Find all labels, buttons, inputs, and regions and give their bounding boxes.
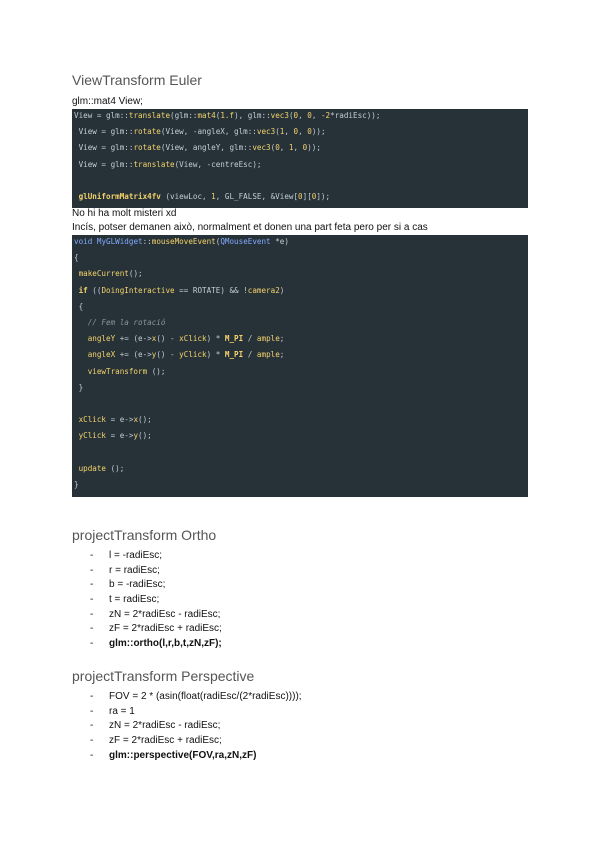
code-token: ) * bbox=[206, 334, 225, 344]
list-item bbox=[72, 749, 302, 764]
list-item-text: FOV = 2 * (asin(float(radiEsc/(2*radiEsc)))); bbox=[109, 691, 302, 702]
list-item-text: ra = 1 bbox=[109, 705, 135, 717]
code-token: // Fem la rotació bbox=[74, 318, 166, 327]
code-line bbox=[74, 253, 79, 263]
code-token: mouseMoveEvent bbox=[151, 237, 216, 246]
code-token bbox=[74, 334, 88, 343]
code-token: / bbox=[243, 334, 257, 344]
code-token: += (e-> bbox=[115, 350, 152, 360]
code-token: 1.f bbox=[220, 111, 235, 120]
code-token: , bbox=[279, 143, 289, 153]
code-token: translate bbox=[133, 159, 175, 169]
code-token: *e) bbox=[270, 237, 289, 246]
list-item bbox=[72, 637, 222, 652]
list-item bbox=[72, 578, 222, 593]
code-token: = e-> bbox=[106, 431, 134, 441]
code-token: yClick bbox=[179, 350, 207, 360]
code-token: angleY bbox=[87, 334, 116, 344]
code-token: { bbox=[74, 253, 79, 263]
code-token: xClick bbox=[179, 334, 207, 344]
code-token: *radiEsc)); bbox=[330, 111, 381, 120]
code-token: )); bbox=[311, 127, 326, 137]
code-token: { bbox=[74, 301, 84, 311]
code-token: () - bbox=[156, 334, 180, 344]
dash-bullet-icon: - bbox=[90, 720, 94, 732]
code-token: 1 bbox=[288, 143, 294, 153]
code-block-mousemove bbox=[72, 235, 528, 497]
code-token: View = glm:: bbox=[74, 143, 134, 153]
code-token: ( bbox=[275, 127, 280, 137]
code-token: == ROTATE) && ! bbox=[174, 285, 248, 295]
code-token: View = glm:: bbox=[74, 159, 134, 169]
code-token: :: bbox=[142, 237, 152, 246]
code-token: (View, -angleX, glm:: bbox=[160, 127, 257, 137]
code-token: if bbox=[78, 285, 88, 295]
code-token: ), glm:: bbox=[234, 111, 271, 120]
list-item-text: glm::ortho(l,r,b,t,zN,zF); bbox=[109, 638, 222, 650]
code-line bbox=[74, 192, 330, 202]
code-token: , bbox=[298, 127, 308, 137]
dash-bullet-icon: - bbox=[90, 691, 94, 702]
code-token: M_PI bbox=[224, 350, 244, 360]
code-token: ) * bbox=[206, 350, 225, 360]
code-token: View = glm:: bbox=[74, 127, 134, 137]
code-token: (); bbox=[128, 269, 143, 279]
code-line bbox=[74, 237, 289, 247]
code-token: 0 bbox=[302, 143, 308, 153]
code-token: translate bbox=[128, 111, 171, 120]
code-line bbox=[74, 334, 284, 344]
code-token: glUniformMatrix4fv bbox=[74, 192, 161, 201]
code-line bbox=[74, 269, 143, 279]
code-line bbox=[74, 143, 321, 153]
code-token: , bbox=[311, 111, 321, 120]
list-item-text: zF = 2*radiEsc + radiEsc; bbox=[109, 735, 222, 747]
code-token: ( bbox=[288, 111, 294, 120]
code-token: ][ bbox=[302, 192, 312, 201]
code-token: 1 bbox=[211, 192, 216, 201]
code-token: (); bbox=[106, 463, 125, 473]
code-token: } bbox=[74, 382, 84, 392]
code-token: rotate bbox=[133, 143, 161, 153]
list-item bbox=[72, 690, 302, 705]
code-token: 0 bbox=[293, 111, 299, 120]
code-token: angleX bbox=[87, 350, 116, 360]
code-line bbox=[74, 127, 326, 137]
code-token bbox=[74, 350, 88, 359]
list-item bbox=[72, 564, 222, 579]
code-token: QMouseEvent bbox=[220, 237, 271, 246]
code-token: 0 bbox=[298, 192, 303, 201]
code-token: , bbox=[293, 143, 303, 153]
code-token: 0 bbox=[293, 127, 299, 137]
dash-bullet-icon: - bbox=[90, 735, 94, 747]
code-line bbox=[74, 415, 152, 425]
code-token: x bbox=[133, 415, 139, 425]
code-token: (); bbox=[138, 431, 152, 441]
code-token: 0 bbox=[307, 127, 312, 137]
code-token: MyGLWidget bbox=[96, 237, 143, 246]
code-token: makeCurrent bbox=[74, 269, 129, 279]
code-token: 0 bbox=[311, 192, 317, 201]
dash-bullet-icon: - bbox=[90, 608, 94, 620]
list-item bbox=[72, 719, 302, 734]
code-token: ]); bbox=[316, 192, 331, 201]
note-text: No hi ha molt misteri xd bbox=[72, 208, 177, 219]
code-token: (glm:: bbox=[170, 111, 198, 120]
perspective-list bbox=[72, 690, 302, 763]
code-token: mat4 bbox=[197, 111, 216, 120]
dash-bullet-icon: - bbox=[90, 638, 94, 650]
code-token: ) bbox=[279, 285, 285, 295]
dash-bullet-icon: - bbox=[90, 749, 94, 761]
code-line bbox=[74, 286, 284, 296]
code-block-viewtransform bbox=[72, 109, 528, 208]
code-token: ( bbox=[215, 111, 221, 120]
code-token: 0 bbox=[307, 111, 312, 120]
code-token: (); bbox=[138, 415, 152, 425]
list-item bbox=[72, 705, 302, 720]
code-token: y bbox=[133, 431, 139, 441]
code-token: , GL_FALSE, &View[ bbox=[215, 192, 299, 201]
code-token: y bbox=[151, 350, 157, 360]
section-title-ortho: projectTransform Ortho bbox=[72, 527, 217, 543]
code-token: , bbox=[284, 127, 294, 137]
code-line bbox=[74, 302, 83, 312]
code-token: vec3 bbox=[252, 143, 271, 153]
code-token: xClick bbox=[74, 415, 107, 425]
code-token: vec3 bbox=[256, 127, 276, 137]
code-token: (View, -centreEsc); bbox=[174, 159, 262, 169]
list-item bbox=[72, 734, 302, 749]
code-token: update bbox=[74, 463, 107, 473]
dash-bullet-icon: - bbox=[90, 705, 94, 717]
code-token: () - bbox=[156, 350, 180, 360]
code-line bbox=[74, 480, 79, 490]
code-line bbox=[74, 160, 261, 170]
section-title-viewtransform: ViewTransform Euler bbox=[72, 72, 202, 88]
dash-bullet-icon: - bbox=[90, 623, 94, 635]
code-line bbox=[74, 464, 124, 474]
code-token: View = glm:: bbox=[74, 111, 129, 120]
code-token: -2 bbox=[320, 111, 331, 120]
code-token: += (e-> bbox=[115, 334, 152, 344]
dash-bullet-icon: - bbox=[90, 564, 94, 576]
code-token: void bbox=[74, 237, 93, 246]
code-token: ( bbox=[215, 237, 221, 246]
code-token: (viewLoc, bbox=[160, 192, 212, 201]
dash-bullet-icon: - bbox=[90, 579, 94, 591]
code-token: ; bbox=[279, 350, 285, 360]
code-token: rotate bbox=[133, 127, 161, 137]
code-token: (View, angleY, glm:: bbox=[160, 143, 253, 153]
list-item-text: zN = 2*radiEsc - radiEsc; bbox=[109, 720, 221, 732]
list-item-text: glm::perspective(FOV,ra,zN,zF) bbox=[109, 749, 257, 761]
code-token: viewTransform bbox=[87, 366, 148, 376]
code-token: vec3 bbox=[270, 111, 289, 120]
code-token: ample bbox=[256, 350, 280, 360]
list-item bbox=[72, 608, 222, 623]
list-item-text: l = -radiEsc; bbox=[109, 550, 163, 561]
code-line bbox=[74, 431, 152, 441]
code-token: / bbox=[243, 350, 257, 360]
code-line bbox=[74, 350, 284, 360]
code-token: } bbox=[74, 480, 79, 489]
list-item-text: t = radiEsc; bbox=[109, 594, 160, 606]
code-token: , bbox=[298, 111, 308, 120]
code-line bbox=[74, 367, 165, 377]
code-token: camera2 bbox=[247, 285, 280, 295]
code-token: = e-> bbox=[106, 415, 134, 425]
code-token: M_PI bbox=[224, 334, 244, 344]
dash-bullet-icon: - bbox=[90, 550, 94, 561]
code-line bbox=[74, 111, 380, 121]
code-token: ( bbox=[270, 143, 276, 153]
list-item bbox=[72, 593, 222, 608]
list-item-text: r = radiEsc; bbox=[109, 564, 160, 576]
list-item-text: zF = 2*radiEsc + radiEsc; bbox=[109, 623, 222, 635]
code-token: DoingInteractive bbox=[101, 285, 175, 295]
code-token: ; bbox=[279, 334, 285, 344]
code-line bbox=[74, 383, 83, 393]
code-token: 1 bbox=[279, 127, 285, 137]
code-token: ample bbox=[256, 334, 280, 344]
code-line bbox=[74, 318, 165, 328]
list-item bbox=[72, 549, 222, 564]
list-item-text: b = -radiEsc; bbox=[109, 579, 166, 591]
list-item-text: zN = 2*radiEsc - radiEsc; bbox=[109, 608, 221, 620]
dash-bullet-icon: - bbox=[90, 594, 94, 606]
intro-text: glm::mat4 View; bbox=[72, 96, 143, 107]
code-token: yClick bbox=[74, 431, 107, 441]
code-token: )); bbox=[307, 143, 321, 153]
note-text-2: Incís, potser demanen això, normalment et donen una part feta pero per si a cas bbox=[72, 222, 428, 233]
code-token: 0 bbox=[275, 143, 280, 153]
ortho-list bbox=[72, 549, 222, 652]
code-token: (( bbox=[87, 285, 102, 295]
code-token: x bbox=[151, 334, 157, 344]
code-token: (); bbox=[147, 366, 166, 376]
section-title-perspective: projectTransform Perspective bbox=[72, 668, 255, 684]
code-token bbox=[74, 367, 88, 376]
list-item bbox=[72, 622, 222, 637]
